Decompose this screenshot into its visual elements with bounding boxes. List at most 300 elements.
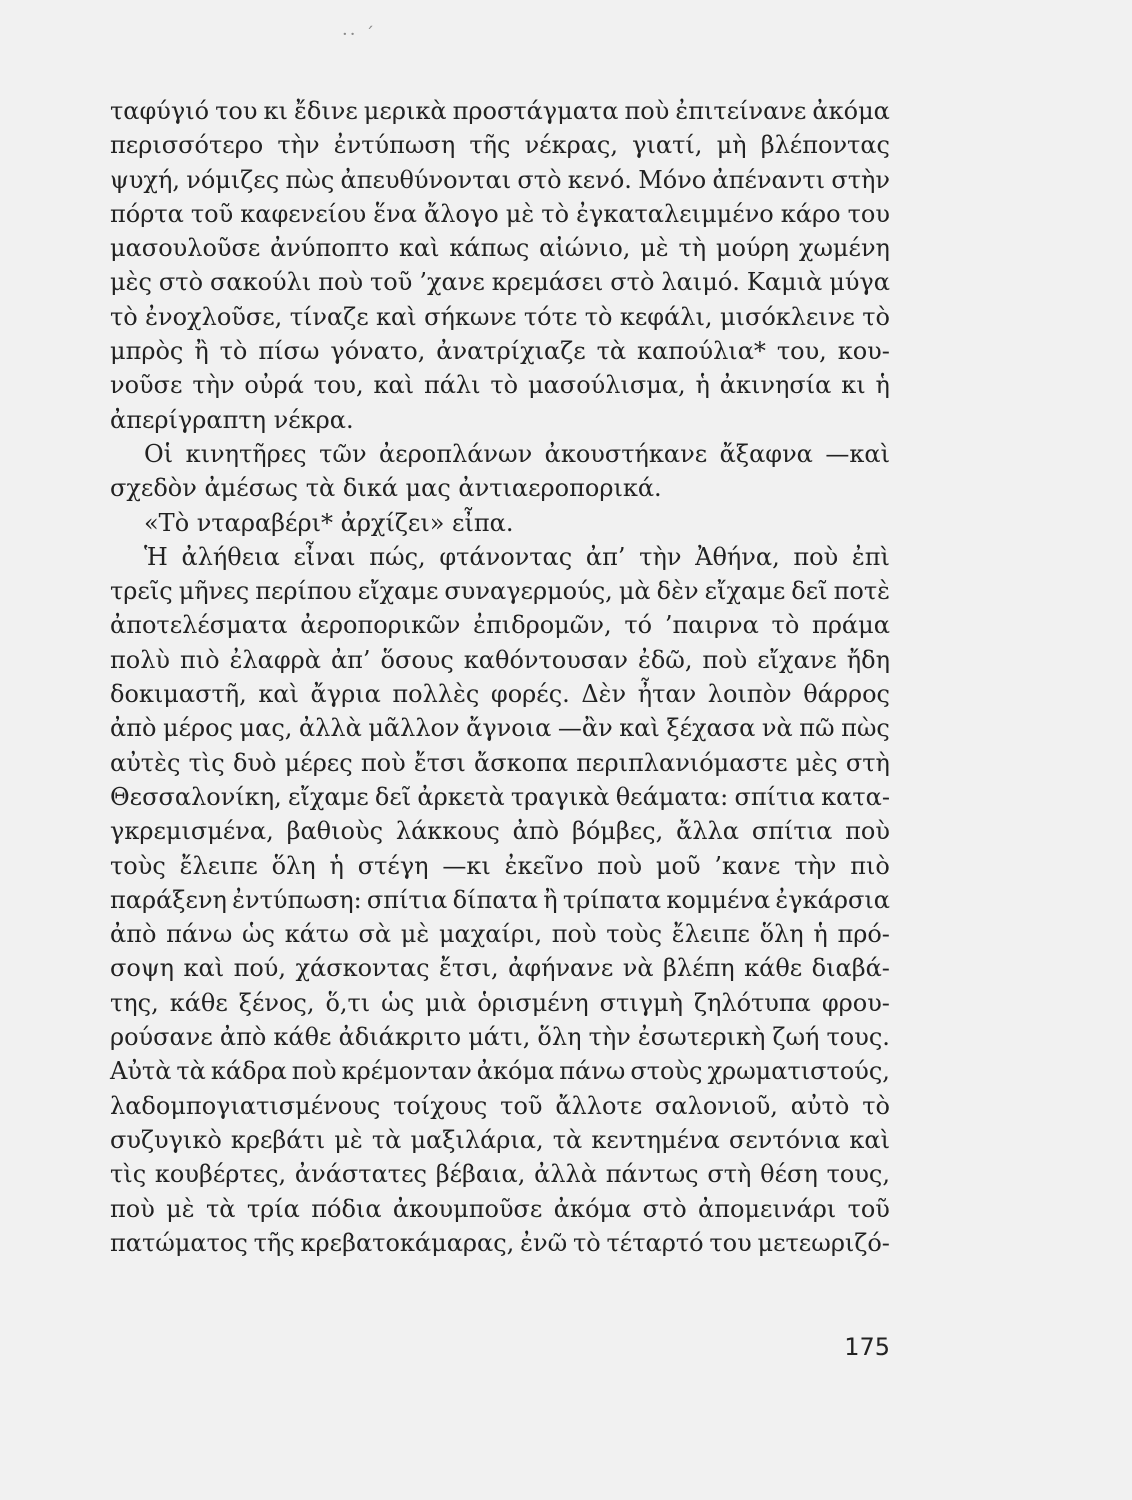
word: ἐλαφρὰ (229, 645, 321, 674)
word: καὶ (619, 714, 660, 743)
word: κουβέρτες, (154, 1160, 287, 1189)
word: στοὺς (630, 1057, 703, 1086)
word: ἐδῶ, (637, 645, 693, 674)
word: τὸ (490, 371, 519, 400)
word: πῶ (799, 714, 835, 743)
text-line (110, 128, 890, 162)
word: —ἂν (557, 714, 613, 743)
word: καὶ (376, 302, 417, 331)
word: κρεμάσει (491, 268, 604, 297)
word: ἄγρια (310, 680, 381, 709)
text-line: σχεδὸν ἀμέσως τὰ δικά μας ἀντιαεροπορικά. (110, 474, 662, 503)
word: τῆς (469, 131, 511, 160)
word: αἰώνιο, (539, 234, 631, 263)
text-line (110, 163, 890, 197)
word: πόδια (311, 1194, 382, 1223)
word: καπούλια* (637, 337, 766, 366)
word: δοκιμαστῆ, (110, 680, 247, 709)
text-block (110, 94, 890, 1260)
text-line (110, 1020, 890, 1054)
word: ἀποτελέσματα (110, 611, 288, 640)
word: τοῦ (370, 268, 413, 297)
page-number: 175 (844, 1333, 890, 1361)
word: τοίχους (393, 1091, 488, 1120)
word: τρία (246, 1194, 300, 1223)
word: ’παιρνα (664, 611, 759, 640)
word: ψυχή, (110, 165, 180, 194)
word: κεφάλι, (619, 302, 713, 331)
word: γκρεμισμένα, (110, 817, 274, 846)
word: ὅλη (271, 851, 316, 880)
word: νόμιζες (186, 165, 280, 194)
word: τὰ (176, 1057, 206, 1086)
word: ἄγνοια (466, 714, 552, 743)
word: βλέποντας (760, 131, 890, 160)
word: —καὶ (825, 439, 890, 468)
word: καὶ (398, 234, 440, 263)
word: δεῖ (791, 577, 828, 606)
word: ἡ (695, 371, 710, 400)
word: μερικὰ (363, 97, 447, 125)
word: σπίτια (751, 817, 833, 846)
word: ποὺ (702, 645, 748, 674)
word: ἀπομεινάρι (698, 1194, 837, 1223)
word: τό (624, 611, 653, 640)
word: ἡ (329, 851, 344, 880)
word: στὴ (707, 1160, 752, 1189)
word: του, (313, 371, 364, 400)
word: μάτι, (468, 1023, 531, 1052)
word: μετεωριζό- (757, 1228, 890, 1257)
text-line (110, 883, 890, 917)
word: ἀνάστατες (294, 1160, 427, 1189)
word: ἀπὸ (219, 1023, 267, 1052)
word: τέταρτό (606, 1228, 704, 1257)
text-line (110, 368, 890, 402)
word: εἴχαμε (288, 782, 369, 811)
text-line (110, 334, 890, 368)
word: μὲς (795, 748, 838, 777)
word: βόμβες, (571, 817, 664, 846)
word: Ἀθήνα, (695, 542, 780, 571)
text-line (110, 608, 890, 642)
word: πιὸ (850, 851, 890, 880)
word: ’χανε (419, 268, 485, 297)
word: κάρο (780, 199, 841, 228)
word: ἐπὶ (851, 542, 890, 571)
word: ποὺ (551, 920, 597, 949)
word: του (847, 199, 890, 228)
word: πολὺ (110, 645, 171, 674)
word: συναγερμούς, (444, 577, 613, 606)
word: σπίτια (366, 885, 448, 914)
word: ποὺ (793, 542, 839, 571)
word: τὴ (678, 234, 707, 263)
word: τὴν (794, 851, 837, 880)
word: τὸ (541, 199, 570, 228)
word: ὡς (381, 988, 415, 1017)
word: θάρρος (803, 680, 890, 709)
word: θέση (760, 1160, 818, 1189)
word: νέκρας, (524, 131, 619, 160)
word: κενό. (567, 165, 632, 194)
word: ἀλλὰ (298, 714, 362, 743)
word: μὲ (166, 1194, 195, 1223)
word: στέγη (357, 851, 429, 880)
word: ποὺ (318, 268, 364, 297)
word: δυὸ (232, 748, 277, 777)
word: στιγμὴ (599, 988, 684, 1017)
text-line (110, 1123, 890, 1157)
word: κάδρα (210, 1057, 287, 1086)
text-line (110, 197, 890, 231)
word: ἐπιτείνανε (675, 97, 807, 125)
word: μασούλισμα, (528, 371, 686, 400)
word: μὲ (334, 1125, 363, 1154)
word: ἐνῶ (520, 1228, 568, 1257)
word: ὅ,τι (325, 988, 371, 1017)
word: ζωή (772, 1023, 820, 1052)
word: του (215, 97, 258, 125)
word: τοὺς (110, 851, 166, 880)
word: ἀφήνανε (508, 954, 614, 983)
word: κομμένα (666, 885, 771, 914)
word: Δὲν (581, 680, 627, 709)
word: εἴχαμε (704, 577, 786, 606)
word: ἢ (194, 337, 209, 366)
word: ἢ (543, 885, 558, 914)
word: ἐσωτερικὴ (637, 1023, 766, 1052)
word: ὅσους (380, 645, 454, 674)
word: μῆνες (178, 577, 250, 606)
word: χάσκοντας (295, 954, 430, 983)
word: εἴχανε (757, 645, 837, 674)
text-line (110, 780, 890, 814)
word: κάθε (169, 988, 228, 1017)
word: πρό- (837, 920, 890, 949)
word: ἀρκετὰ (417, 782, 505, 811)
word: λοιπὸν (707, 680, 792, 709)
word: σὰ (358, 920, 392, 949)
word: καὶ (373, 371, 415, 400)
word: ποὺ (291, 1057, 337, 1086)
word: πατώματος (110, 1228, 248, 1257)
word: ἀπὸ (512, 817, 560, 846)
word: μας, (239, 714, 293, 743)
word: βλέπη (662, 954, 735, 983)
word: ἔδινε (293, 97, 358, 125)
word: τὶς (188, 748, 225, 777)
word: ἡ (875, 371, 890, 400)
text-line (110, 986, 890, 1020)
word: θεάματα: (615, 782, 729, 811)
word: ξέχασα (666, 714, 756, 743)
word: ὅλη (759, 920, 804, 949)
word: κρεβάτι (230, 1125, 326, 1154)
word: μὲ (400, 920, 430, 949)
word: ποὺ (360, 748, 406, 777)
word: ἀκουμποῦσε (392, 1194, 543, 1223)
word: ἦταν (637, 680, 697, 709)
word: ὡς (241, 920, 275, 949)
word: πάνω (559, 1057, 626, 1086)
word: τὸ (862, 1091, 890, 1120)
word: μαξιλάρια, (410, 1125, 544, 1154)
word: στὸ (158, 268, 204, 297)
word: δίπατα (452, 885, 538, 914)
word: τῶν (319, 439, 367, 468)
word: —κι (442, 851, 491, 880)
word: αὐτὲς (110, 748, 181, 777)
word: ἀνατρίχιαζε (436, 337, 586, 366)
word: μισόκλεινε (719, 302, 855, 331)
word: χωμένη (798, 234, 890, 263)
word: Ἡ (144, 542, 168, 571)
word: μὲς (110, 268, 152, 297)
word: τὰ (552, 1125, 583, 1154)
text-line (110, 951, 890, 985)
word: κάπως (449, 234, 530, 263)
word: ἔλειπε (179, 851, 258, 880)
word: ἐγκάρσια (775, 885, 890, 914)
text-line (110, 746, 890, 780)
word: σήκωνε (424, 302, 517, 331)
word: τοῦ (190, 199, 234, 228)
word: τὰ (371, 1125, 402, 1154)
word: οὐρά (244, 371, 304, 400)
word: ἐκεῖνο (504, 851, 584, 880)
word: τὴν (192, 371, 235, 400)
word: ἄλλα (676, 817, 739, 846)
word: γιατί, (632, 131, 703, 160)
word: ἐπιδρομῶν, (473, 611, 612, 640)
word: ἀπ’ (585, 542, 626, 571)
word: ἀπὸ (110, 920, 157, 949)
word: πάντως (605, 1160, 699, 1189)
word: πιὸ (179, 645, 220, 674)
word: Μόνο (638, 165, 707, 194)
text-line (110, 917, 890, 951)
word: πάνω (166, 920, 233, 949)
word: βαθιοὺς (286, 817, 384, 846)
word: νὰ (622, 954, 654, 983)
word: περισσότερο (110, 131, 264, 160)
word: τρίπατα (562, 885, 662, 914)
text-line (110, 711, 890, 745)
word: ποὺ (110, 1194, 155, 1223)
word: μέρες (284, 748, 353, 777)
word: ἀπέναντι (712, 165, 826, 194)
word: περιπλανιόμαστε (576, 748, 788, 777)
word: ποὺ (597, 851, 643, 880)
word: τίναζε (289, 302, 369, 331)
word: τοῦ (847, 1194, 890, 1223)
word: πίσω (258, 337, 320, 366)
word: συζυγικὸ (110, 1125, 222, 1154)
word: τοῦ (500, 1091, 543, 1120)
word: ἀκουστήκανε (544, 439, 708, 468)
word: τὸ (771, 611, 800, 640)
word: ἐντύπωση (333, 131, 456, 160)
word: τότε (523, 302, 578, 331)
word: μαχαίρι, (438, 920, 543, 949)
word: κι (841, 371, 866, 400)
word: ἀεροπορικῶν (300, 611, 461, 640)
text-line (110, 437, 890, 471)
word: στὴ (845, 748, 890, 777)
word: κου- (837, 337, 890, 366)
word: πὼς (285, 165, 335, 194)
text-line (110, 540, 890, 574)
word: χρωματιστούς, (707, 1057, 890, 1086)
text-line (110, 849, 890, 883)
word: εἶναι (293, 542, 356, 571)
word: κρέμονταν (341, 1057, 472, 1086)
word: νοῦσε (110, 371, 183, 400)
word: μούρη (715, 234, 790, 263)
word: τὸ (862, 302, 890, 331)
word: αὐτὸ (790, 1091, 850, 1120)
word: του, (776, 337, 827, 366)
word: καὶ (183, 954, 225, 983)
word: ἀνύποπτο (270, 234, 390, 263)
word: σπίτια (734, 782, 815, 811)
word: τῆς (253, 1228, 295, 1257)
word: καθόντουσαν (463, 645, 628, 674)
word: τὸ (219, 337, 248, 366)
word: τὴν (277, 131, 320, 160)
word: κάτω (284, 920, 349, 949)
word: ἔλειπε (671, 920, 750, 949)
word: κάθε (744, 954, 803, 983)
word: πάλι (423, 371, 481, 400)
text-line (110, 1089, 890, 1123)
word: μέρος (162, 714, 233, 743)
text-line (110, 814, 890, 848)
word: πόρτα (110, 199, 184, 228)
word: νὰ (761, 714, 793, 743)
text-line (110, 1157, 890, 1191)
word: ἀδιάκριτο (338, 1023, 462, 1052)
word: τὸ (110, 302, 138, 331)
word: κεντημένα (591, 1125, 720, 1154)
word: ποὺ (624, 97, 670, 125)
word: λάκκους (395, 817, 500, 846)
word: ἐγκαταλειμμένο (576, 199, 774, 228)
word: ἕνα (373, 199, 417, 228)
word: ἀκινησία (719, 371, 832, 400)
text-line (110, 1192, 890, 1226)
text-line (110, 300, 890, 334)
word: δὲν (656, 577, 699, 606)
word: ἐνοχλοῦσε, (145, 302, 283, 331)
word: σεντόνια (728, 1125, 841, 1154)
text-line: ἀπερίγραπτη νέκρα. (110, 405, 354, 434)
word: φτάνοντας (439, 542, 573, 571)
word: ἔτσι, (439, 954, 499, 983)
word: παράξενη (110, 885, 227, 914)
scan-mark: ·· ´ (342, 24, 377, 45)
word: μπρὸς (110, 337, 184, 366)
word: του (709, 1228, 752, 1257)
word: μᾶλλον (368, 714, 460, 743)
word: φορές. (490, 680, 570, 709)
word: ἀεροπλάνων (379, 439, 533, 468)
word: ἀλήθεια (181, 542, 280, 571)
word: προστάγματα (452, 97, 619, 125)
word: μὲ (505, 199, 535, 228)
word: τὸ (572, 1228, 601, 1257)
word: πὼς (841, 714, 890, 743)
word: ἀκόμα (476, 1057, 555, 1086)
word: τὶς (110, 1160, 147, 1189)
word: ρούσανε (110, 1023, 213, 1052)
text-line: «Τὸ νταραβέρι* ἀρχίζει» εἶπα. (144, 508, 514, 537)
word: ἄλλοτε (555, 1091, 643, 1120)
word: μιὰ (425, 988, 467, 1017)
word: τὴν (588, 1023, 631, 1052)
word: στὴν (831, 165, 890, 194)
word: μὰ (618, 577, 651, 606)
word: μασουλοῦσε (110, 234, 261, 263)
word: καὶ (258, 680, 299, 709)
word: ’κανε (714, 851, 781, 880)
word: Θεσσαλονίκη, (110, 782, 282, 811)
word: ἀπ’ (330, 645, 371, 674)
word: τους, (826, 1160, 890, 1189)
word: πού, (233, 954, 287, 983)
text-line (110, 1226, 890, 1260)
word: ποτὲ (833, 577, 890, 606)
text-line (110, 231, 890, 265)
word: ἄσκοπα (474, 748, 569, 777)
word: μὴ (716, 131, 747, 160)
word: καὶ (849, 1125, 890, 1154)
word: κατα- (821, 782, 890, 811)
word: κι (263, 97, 288, 125)
word: φρου- (821, 988, 890, 1017)
word: μύγα (829, 268, 890, 297)
word: τραγικὰ (510, 782, 610, 811)
word: ἄξαφνα (719, 439, 813, 468)
word: τὰ (596, 337, 627, 366)
word: της, (110, 988, 159, 1017)
word: ἡ (813, 920, 828, 949)
word: τρεῖς (110, 577, 173, 606)
word: ἤδη (846, 645, 890, 674)
word: ποὺ (845, 817, 890, 846)
word: δεῖ (374, 782, 412, 811)
word: ζηλότυπα (693, 988, 811, 1017)
word: γόνατο, (330, 337, 426, 366)
word: στὸ (642, 1194, 687, 1223)
word: τὰ (206, 1194, 236, 1223)
word: λαδομπογιατισμένους (110, 1091, 381, 1120)
word: ταφύγιό (110, 97, 210, 125)
word: ἀκόμα (812, 97, 890, 125)
word: τὴν (639, 542, 682, 571)
word: πράμα (812, 611, 890, 640)
text-line (110, 643, 890, 677)
word: στὸ (610, 268, 655, 297)
word: ὅλη (537, 1023, 582, 1052)
word: Αὐτὰ (110, 1057, 172, 1086)
word: πολλὲς (392, 680, 480, 709)
word: Καμιὰ (746, 268, 823, 297)
word: ἄλογο (424, 199, 499, 228)
word: ἐντύπωση: (232, 885, 362, 914)
word: μὲ (640, 234, 669, 263)
